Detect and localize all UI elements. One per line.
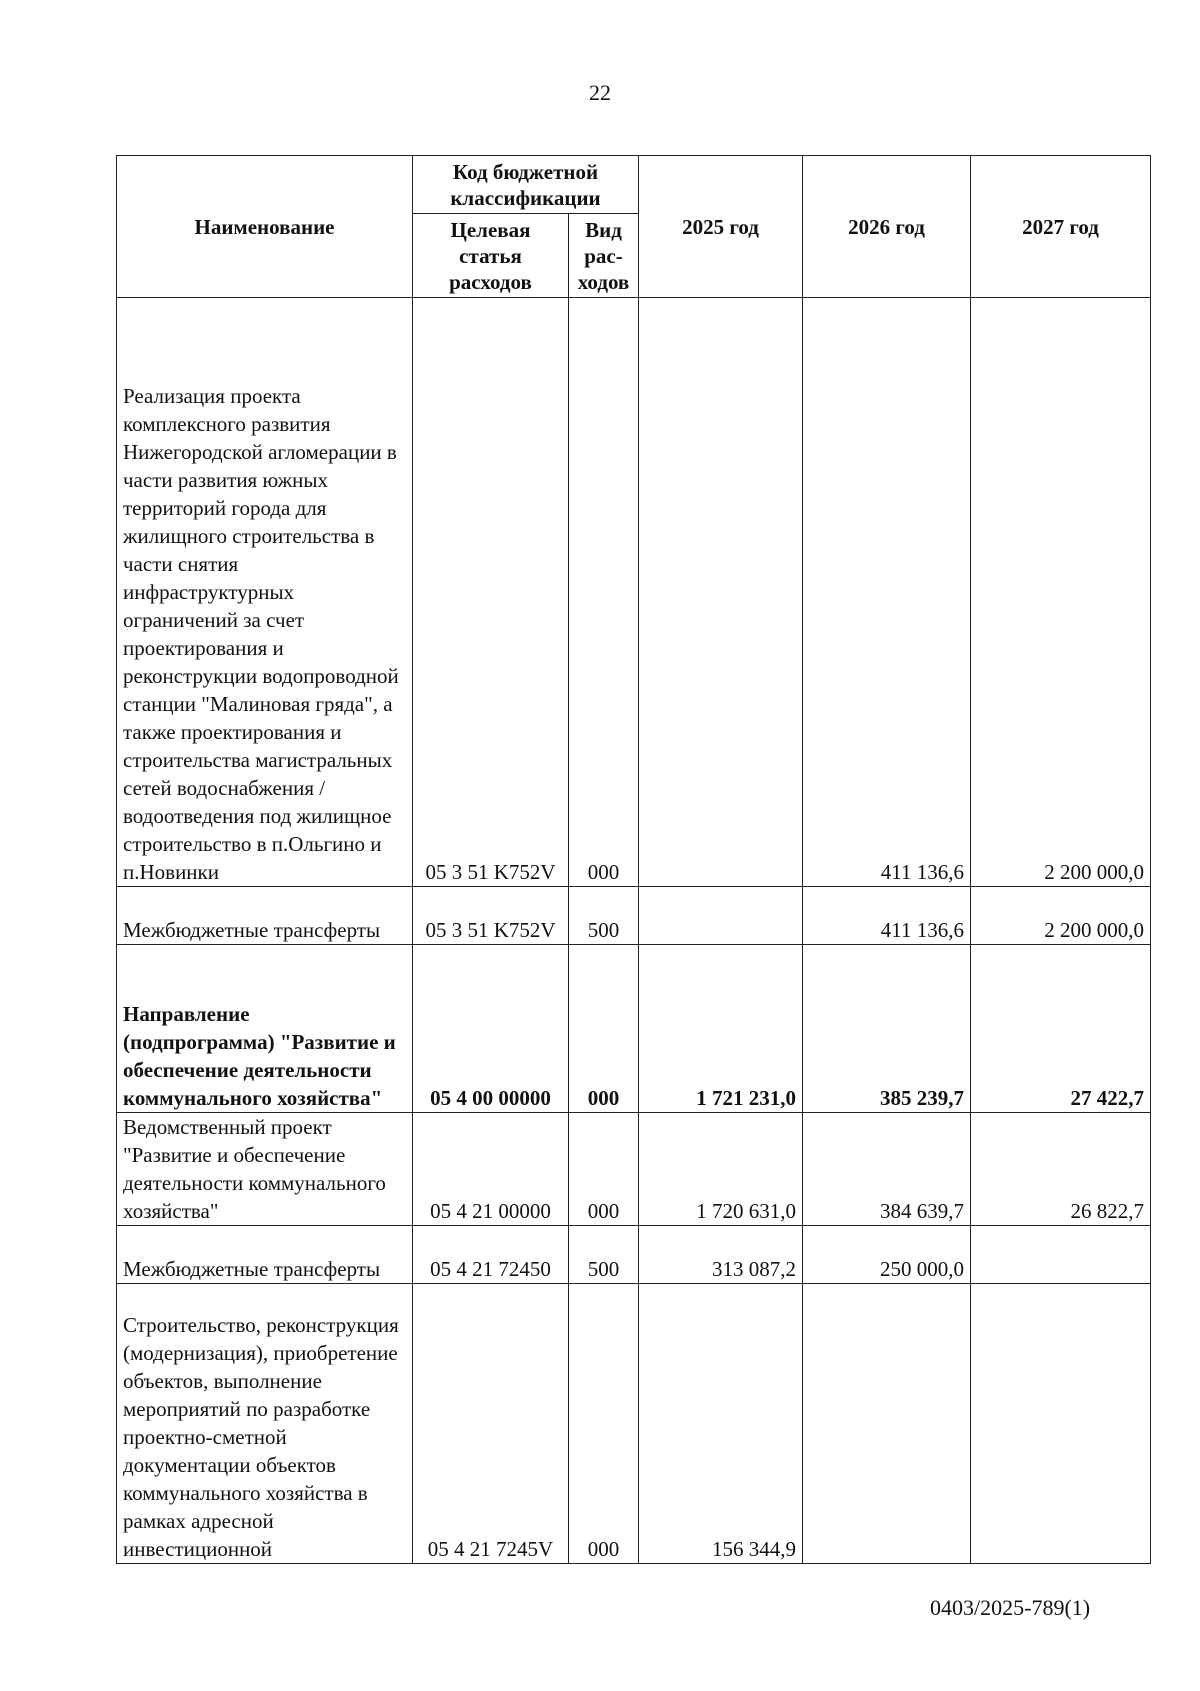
header-2025: 2025 год [639, 156, 803, 298]
row-kind: 000 [569, 1113, 639, 1226]
row-2027: 27 422,7 [971, 945, 1151, 1113]
row-2025: 313 087,2 [639, 1226, 803, 1284]
row-kind: 000 [569, 1284, 639, 1564]
row-2025 [639, 887, 803, 945]
row-2027: 2 200 000,0 [971, 887, 1151, 945]
row-2026: 384 639,7 [803, 1113, 971, 1226]
row-kind: 000 [569, 298, 639, 887]
header-expense-type: Вид рас-ходов [569, 214, 639, 298]
row-code: 05 4 21 7245V [413, 1284, 569, 1564]
budget-table [116, 155, 1151, 1564]
row-2026: 250 000,0 [803, 1226, 971, 1284]
row-2025: 156 344,9 [639, 1284, 803, 1564]
row-2026 [803, 1284, 971, 1564]
header-2027: 2027 год [971, 156, 1151, 298]
row-kind: 500 [569, 1226, 639, 1284]
table-row [117, 1226, 1151, 1284]
row-2027: 26 822,7 [971, 1113, 1151, 1226]
page-number: 22 [589, 80, 611, 105]
row-name: Реализация проекта комплексного развития Нижегородской агломерации в части развития южных территорий города для жилищного строительства в части снятия инфраструктурных ограничений за счет проектирования и реконструкции водопроводной станции "Малиновая гряда", а также проектирования и строительства магистральных сетей водоснабжения / водоотведения под жилищное строительство в п.Ольгино и п.Новинки [117, 298, 413, 887]
header-name: Наименование [117, 156, 413, 298]
row-code: 05 3 51 K752V [413, 887, 569, 945]
header-target-article: Целевая статья расходов [413, 214, 569, 298]
header-code-group: Код бюджетной классификации [413, 156, 639, 214]
row-2027 [971, 1284, 1151, 1564]
row-2027: 2 200 000,0 [971, 298, 1151, 887]
row-name: Межбюджетные трансферты [117, 887, 413, 945]
header-2026: 2026 год [803, 156, 971, 298]
row-code: 05 4 21 72450 [413, 1226, 569, 1284]
row-kind: 500 [569, 887, 639, 945]
row-2025: 1 721 231,0 [639, 945, 803, 1113]
row-2026: 385 239,7 [803, 945, 971, 1113]
row-name: Ведомственный проект "Развитие и обеспечение деятельности коммунального хозяйства" [117, 1113, 413, 1226]
row-name: Направление (подпрограмма) "Развитие и обеспечение деятельности коммунального хозяйства" [117, 945, 413, 1113]
row-code: 05 4 00 00000 [413, 945, 569, 1113]
row-code: 05 4 21 00000 [413, 1113, 569, 1226]
row-2025: 1 720 631,0 [639, 1113, 803, 1226]
row-2026: 411 136,6 [803, 298, 971, 887]
table-row [117, 1284, 1151, 1564]
row-name: Строительство, реконструкция (модернизация), приобретение объектов, выполнение мероприятий по разработке проектно-сметной документации объектов коммунального хозяйства в рамках адресной инвестиционной [117, 1284, 413, 1564]
row-kind: 000 [569, 945, 639, 1113]
table-row [117, 945, 1151, 1113]
row-2025 [639, 298, 803, 887]
document-id: 0403/2025-789(1) [930, 1595, 1091, 1620]
row-code: 05 3 51 K752V [413, 298, 569, 887]
row-2027 [971, 1226, 1151, 1284]
row-2026: 411 136,6 [803, 887, 971, 945]
table-row [117, 298, 1151, 887]
table-row [117, 1113, 1151, 1226]
row-name: Межбюджетные трансферты [117, 1226, 413, 1284]
table-row [117, 887, 1151, 945]
